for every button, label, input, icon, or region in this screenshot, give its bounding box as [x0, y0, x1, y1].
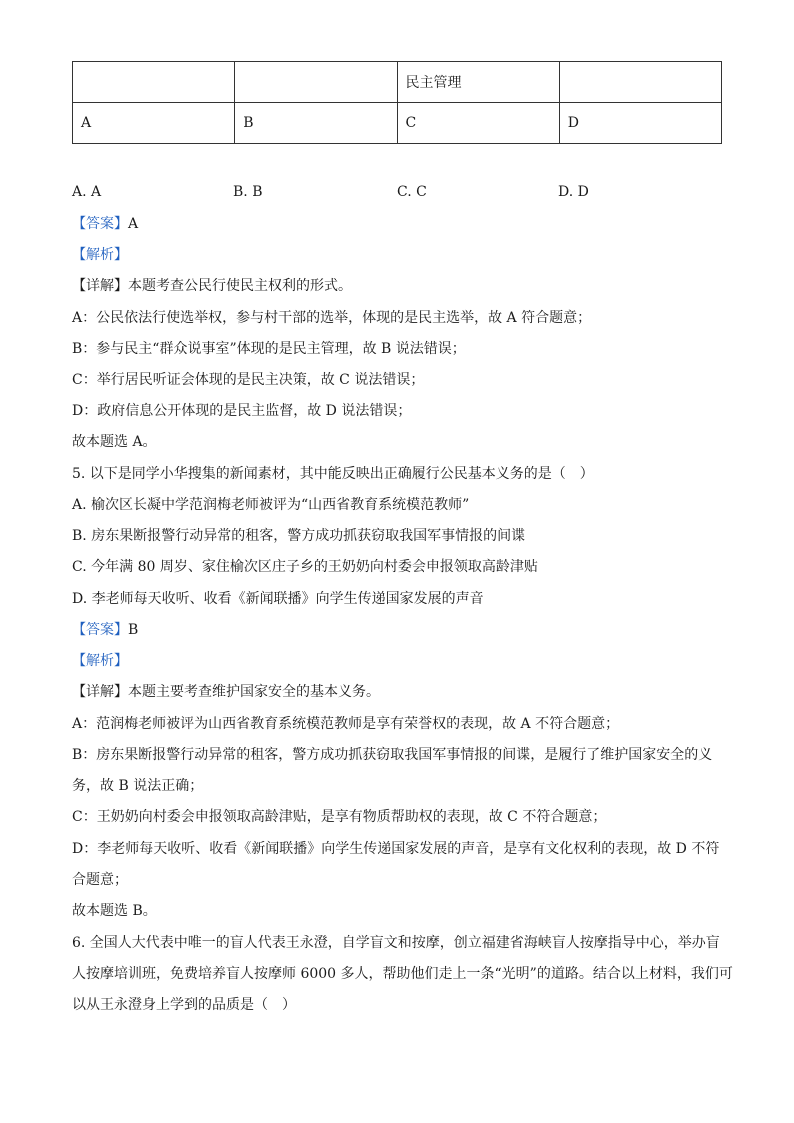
options-table	[72, 61, 722, 144]
q5-option-c: C. 今年满 80 周岁、家住榆次区庄子乡的王奶奶向村委会申报领取高龄津贴	[72, 559, 538, 575]
answer-tag: 【答案】	[72, 216, 128, 232]
q4-line: D：政府信息公开体现的是民主监督，故 D 说法错误；	[72, 403, 412, 419]
q4-answer	[72, 214, 138, 234]
q4-line: B：参与民主“群众说事室”体现的是民主管理，故 B 说法错误；	[72, 341, 466, 357]
q5-line: 合题意；	[72, 872, 128, 888]
q5-option-b: B. 房东果断报警行动异常的租客，警方成功抓获窃取我国军事情报的间谍	[72, 528, 526, 544]
table-cell: 民主管理	[397, 62, 559, 103]
q5-line: C：王奶奶向村委会申报领取高龄津贴，是享有物质帮助权的表现，故 C 不符合题意；	[72, 809, 607, 825]
q5-answer	[72, 620, 138, 640]
q5-detail	[72, 682, 380, 702]
table-cell: C	[397, 103, 559, 144]
q5-option-d: D. 李老师每天收听、收看《新闻联播》向学生传递国家发展的声音	[72, 591, 484, 607]
q4-detail	[72, 276, 352, 296]
detail-text: 本题主要考查维护国家安全的基本义务。	[128, 684, 380, 700]
q6-stem-line: 人按摩培训班，免费培养盲人按摩师 6000 多人，帮助他们走上一条“光明”的道路。结合以上材料，我们可	[72, 966, 733, 982]
choice-c: C. C	[397, 184, 427, 200]
detail-tag: 【详解】	[72, 278, 128, 294]
answer-choices	[72, 184, 722, 204]
q5-line: D：李老师每天收听、收看《新闻联播》向学生传递国家发展的声音，是享有文化权利的表现，故 D 不符	[72, 841, 720, 857]
choice-a: A. A	[72, 184, 102, 200]
detail-text: 本题考查公民行使民主权利的形式。	[128, 278, 352, 294]
q5-line: B：房东果断报警行动异常的租客，警方成功抓获窃取我国军事情报的间谍，是履行了维护国家安全的义	[72, 747, 713, 763]
q6-stem-line: 以从王永澄身上学到的品质是（ ）	[72, 997, 296, 1013]
choice-d: D. D	[558, 184, 589, 200]
table-cell	[235, 62, 397, 103]
table-row	[73, 103, 722, 144]
analysis-tag: 【解析】	[72, 653, 128, 669]
q5-line: 务，故 B 说法正确；	[72, 778, 204, 794]
q5-conclusion: 故本题选 B。	[72, 903, 157, 919]
q4-line: C：举行居民听证会体现的是民主决策，故 C 说法错误；	[72, 372, 425, 388]
analysis-tag: 【解析】	[72, 247, 128, 263]
answer-value: B	[128, 622, 139, 638]
table-cell: A	[73, 103, 235, 144]
q5-line: A：范润梅老师被评为山西省教育系统模范教师是享有荣誉权的表现，故 A 不符合题意；	[72, 716, 620, 732]
answer-tag: 【答案】	[72, 622, 128, 638]
q5-option-a: A. 榆次区长凝中学范润梅老师被评为“山西省教育系统模范教师”	[72, 497, 470, 513]
q4-conclusion: 故本题选 A。	[72, 434, 157, 450]
detail-tag: 【详解】	[72, 684, 128, 700]
q5-analysis-tag	[72, 651, 128, 671]
q4-analysis-tag	[72, 245, 128, 265]
answer-value: A	[128, 216, 139, 232]
table-cell	[73, 62, 235, 103]
q4-line: A：公民依法行使选举权，参与村干部的选举，体现的是民主选举，故 A 符合题意；	[72, 310, 592, 326]
table-cell: D	[559, 103, 721, 144]
q5-stem: 5. 以下是同学小华搜集的新闻素材，其中能反映出正确履行公民基本义务的是（ ）	[72, 466, 594, 482]
table-row	[73, 62, 722, 103]
table-cell: B	[235, 103, 397, 144]
table-cell	[559, 62, 721, 103]
q6-stem-line: 6. 全国人大代表中唯一的盲人代表王永澄，自学盲文和按摩，创立福建省海峡盲人按摩指导中心，举办盲	[72, 935, 720, 951]
choice-b: B. B	[233, 184, 263, 200]
